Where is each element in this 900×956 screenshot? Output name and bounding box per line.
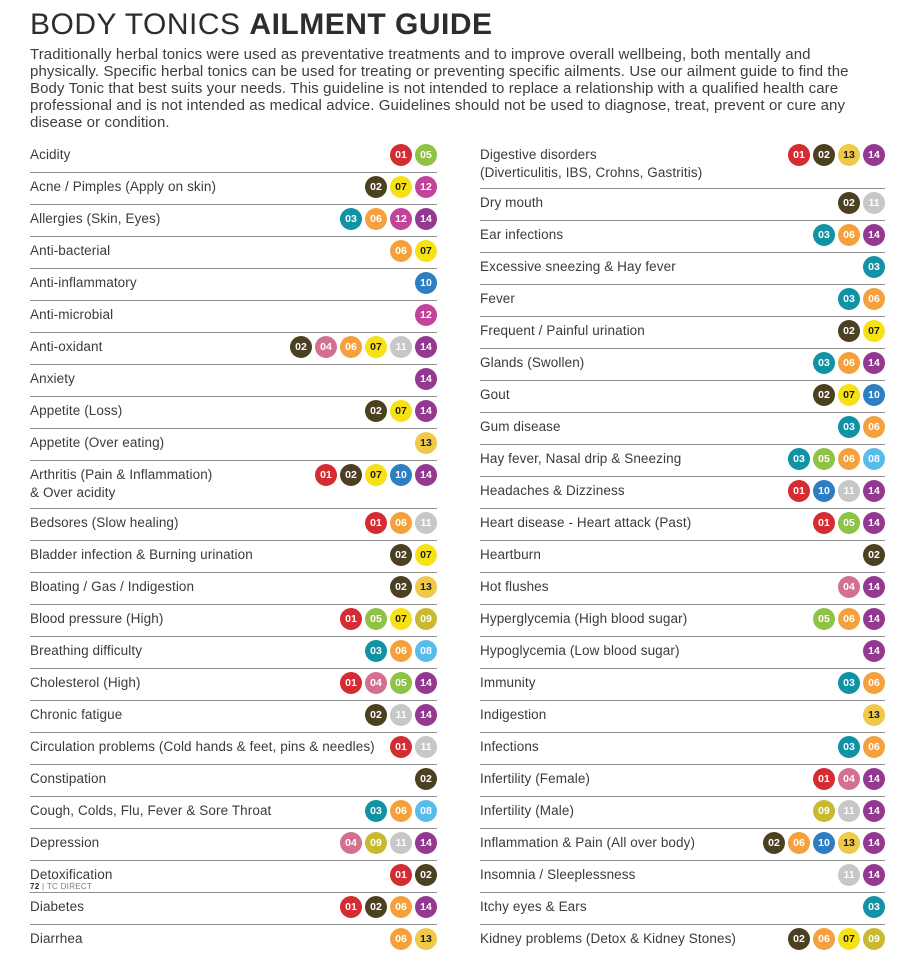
tonic-badges: [390, 544, 437, 566]
ailment-row: [30, 173, 437, 205]
tonic-badge-06: 06: [838, 224, 860, 246]
ailment-label: Hyperglycemia (High blood sugar): [480, 611, 688, 626]
ailment-label: Depression: [30, 835, 100, 850]
tonic-badges: [838, 736, 885, 758]
ailment-row: [480, 221, 885, 253]
tonic-badge-07: 07: [365, 336, 387, 358]
ailment-row: [480, 861, 885, 893]
ailment-row: [480, 253, 885, 285]
ailment-label: Infertility (Female): [480, 771, 591, 786]
ailment-label: Gum disease: [480, 419, 561, 434]
tonic-badges: [365, 176, 437, 198]
tonic-badge-03: 03: [365, 800, 387, 822]
tonic-badge-11: 11: [838, 480, 860, 502]
tonic-badge-13: 13: [415, 928, 437, 950]
tonic-badge-01: 01: [390, 864, 412, 886]
ailment-label: Acne / Pimples (Apply on skin): [30, 179, 217, 194]
tonic-badge-14: 14: [863, 224, 885, 246]
ailment-column-left: [30, 141, 437, 956]
tonic-badge-06: 06: [863, 416, 885, 438]
tonic-badge-03: 03: [365, 640, 387, 662]
tonic-badges: [863, 896, 885, 918]
ailment-row: [480, 349, 885, 381]
tonic-badges: [390, 736, 437, 758]
ailment-row: [480, 285, 885, 317]
tonic-badge-04: 04: [838, 576, 860, 598]
ailment-row: [480, 797, 885, 829]
tonic-badge-06: 06: [838, 352, 860, 374]
tonic-badge-06: 06: [813, 928, 835, 950]
tonic-badge-01: 01: [390, 144, 412, 166]
ailment-label: Itchy eyes & Ears: [480, 899, 587, 914]
tonic-badge-14: 14: [415, 368, 437, 390]
tonic-badge-03: 03: [813, 352, 835, 374]
tonic-badge-11: 11: [838, 864, 860, 886]
tonic-badge-08: 08: [415, 800, 437, 822]
tonic-badges: [415, 432, 437, 454]
ailment-row: [30, 141, 437, 173]
tonic-badge-07: 07: [390, 176, 412, 198]
ailment-row: [30, 605, 437, 637]
tonic-badge-02: 02: [390, 576, 412, 598]
ailment-row: [480, 573, 885, 605]
tonic-badge-01: 01: [390, 736, 412, 758]
ailment-label: Anxiety: [30, 371, 75, 386]
tonic-badges: [838, 320, 885, 342]
tonic-badge-06: 06: [390, 928, 412, 950]
ailment-row: [480, 925, 885, 956]
tonic-badge-10: 10: [813, 832, 835, 854]
tonic-badge-08: 08: [863, 448, 885, 470]
ailment-label: Indigestion: [480, 707, 547, 722]
tonic-badge-02: 02: [365, 176, 387, 198]
tonic-badge-13: 13: [838, 144, 860, 166]
tonic-badge-09: 09: [415, 608, 437, 630]
ailment-label: Infertility (Male): [480, 803, 575, 818]
tonic-badge-13: 13: [415, 576, 437, 598]
tonic-badge-11: 11: [863, 192, 885, 214]
tonic-badge-14: 14: [415, 336, 437, 358]
tonic-badge-14: 14: [415, 896, 437, 918]
tonic-badges: [763, 832, 885, 854]
tonic-badge-06: 06: [863, 288, 885, 310]
tonic-badge-04: 04: [315, 336, 337, 358]
tonic-badge-06: 06: [838, 448, 860, 470]
tonic-badge-02: 02: [838, 320, 860, 342]
ailment-label: Circulation problems (Cold hands & feet, pins & needles): [30, 739, 375, 754]
ailment-row: [480, 733, 885, 765]
tonic-badges: [365, 800, 437, 822]
ailment-label: Headaches & Dizziness: [480, 483, 625, 498]
tonic-badges: [390, 240, 437, 262]
intro-paragraph: Traditionally herbal tonics were used as preventative treatments and to improve overall wellbeing, both mentally and physically. Specific herbal tonics can be used for treating or preventing specific ailments. Use our ailment guide to find the Body Tonic that best suits your needs. This guideline is not intended to replace a relationship with a qualified health care professional and is not intended as medical advice. Guidelines should not be used to diagnose, treat, prevent or cure any disease or condition.: [30, 46, 849, 131]
ailment-label: Diarrhea: [30, 931, 83, 946]
tonic-badge-03: 03: [788, 448, 810, 470]
tonic-badge-02: 02: [365, 896, 387, 918]
tonic-badge-14: 14: [863, 144, 885, 166]
ailment-row: [30, 301, 437, 333]
ailment-row: [480, 413, 885, 445]
ailment-row: [30, 637, 437, 669]
tonic-badge-02: 02: [838, 192, 860, 214]
tonic-badge-10: 10: [390, 464, 412, 486]
tonic-badge-05: 05: [813, 608, 835, 630]
tonic-badges: [365, 640, 437, 662]
ailment-label: Cholesterol (High): [30, 675, 141, 690]
ailment-label: Arthritis (Pain & Inflammation) & Over acidity: [30, 467, 213, 500]
tonic-badge-02: 02: [390, 544, 412, 566]
ailment-label: Frequent / Painful urination: [480, 323, 645, 338]
tonic-badge-08: 08: [415, 640, 437, 662]
ailment-row: [480, 317, 885, 349]
ailment-label: Allergies (Skin, Eyes): [30, 211, 161, 226]
tonic-badges: [813, 768, 885, 790]
ailment-label: Anti-inflammatory: [30, 275, 137, 290]
tonic-badge-03: 03: [838, 736, 860, 758]
tonic-badges: [390, 144, 437, 166]
ailment-label-sub: & Over acidity: [30, 485, 116, 500]
ailment-label: Blood pressure (High): [30, 611, 164, 626]
tonic-badge-13: 13: [863, 704, 885, 726]
tonic-badges: [365, 512, 437, 534]
tonic-badge-13: 13: [838, 832, 860, 854]
tonic-badge-03: 03: [340, 208, 362, 230]
tonic-badge-05: 05: [838, 512, 860, 534]
tonic-badges: [315, 464, 437, 486]
ailment-row: [480, 477, 885, 509]
tonic-badge-12: 12: [390, 208, 412, 230]
tonic-badge-06: 06: [390, 896, 412, 918]
ailment-label: Fever: [480, 291, 516, 306]
tonic-badge-14: 14: [415, 400, 437, 422]
ailment-row: [30, 573, 437, 605]
ailment-label: Hypoglycemia (Low blood sugar): [480, 643, 680, 658]
tonic-badge-03: 03: [838, 672, 860, 694]
tonic-badge-01: 01: [365, 512, 387, 534]
tonic-badge-02: 02: [763, 832, 785, 854]
ailment-label: Appetite (Loss): [30, 403, 123, 418]
tonic-badge-02: 02: [813, 144, 835, 166]
tonic-badges: [390, 928, 437, 950]
page-number: 72: [30, 882, 40, 891]
tonic-badge-03: 03: [863, 256, 885, 278]
tonic-badges: [838, 192, 885, 214]
tonic-badge-03: 03: [813, 224, 835, 246]
tonic-badge-06: 06: [788, 832, 810, 854]
tonic-badges: [863, 704, 885, 726]
tonic-badge-04: 04: [340, 832, 362, 854]
tonic-badge-14: 14: [863, 512, 885, 534]
tonic-badge-14: 14: [415, 672, 437, 694]
tonic-badges: [340, 896, 437, 918]
tonic-badges: [415, 272, 437, 294]
tonic-badge-14: 14: [863, 480, 885, 502]
ailment-label: Insomnia / Sleeplessness: [480, 867, 636, 882]
ailment-label: Digestive disorders (Diverticulitis, IBS, Crohns, Gastritis): [480, 147, 703, 180]
tonic-badge-06: 06: [390, 512, 412, 534]
tonic-badge-07: 07: [365, 464, 387, 486]
tonic-badges: [838, 288, 885, 310]
tonic-badge-14: 14: [863, 768, 885, 790]
ailment-label: Hay fever, Nasal drip & Sneezing: [480, 451, 682, 466]
tonic-badge-14: 14: [415, 208, 437, 230]
tonic-badges: [838, 672, 885, 694]
tonic-badges: [813, 224, 885, 246]
tonic-badges: [788, 144, 885, 166]
tonic-badge-05: 05: [390, 672, 412, 694]
ailment-label: Kidney problems (Detox & Kidney Stones): [480, 931, 737, 946]
tonic-badges: [290, 336, 437, 358]
tonic-badge-07: 07: [415, 544, 437, 566]
ailment-row: [480, 829, 885, 861]
tonic-badges: [365, 400, 437, 422]
ailment-label: Bedsores (Slow healing): [30, 515, 179, 530]
ailment-columns: [30, 141, 885, 956]
tonic-badge-02: 02: [365, 400, 387, 422]
tonic-badges: [415, 768, 437, 790]
ailment-row: [480, 445, 885, 477]
ailment-row: [480, 765, 885, 797]
ailment-row: [480, 541, 885, 573]
page-title: [30, 8, 885, 42]
tonic-badge-09: 09: [863, 928, 885, 950]
tonic-badge-01: 01: [788, 144, 810, 166]
tonic-badge-11: 11: [390, 704, 412, 726]
tonic-badge-01: 01: [315, 464, 337, 486]
tonic-badge-07: 07: [390, 400, 412, 422]
ailment-label: Glands (Swollen): [480, 355, 585, 370]
tonic-badge-04: 04: [365, 672, 387, 694]
tonic-badge-05: 05: [813, 448, 835, 470]
tonic-badge-02: 02: [290, 336, 312, 358]
ailment-label: Diabetes: [30, 899, 85, 914]
ailment-label: Detoxification: [30, 867, 113, 882]
tonic-badge-01: 01: [340, 608, 362, 630]
ailment-label: Immunity: [480, 675, 536, 690]
tonic-badge-11: 11: [415, 512, 437, 534]
footer-divider: |: [42, 882, 45, 891]
ailment-label: Anti-microbial: [30, 307, 114, 322]
tonic-badges: [863, 256, 885, 278]
ailment-label: Dry mouth: [480, 195, 544, 210]
tonic-badge-06: 06: [390, 240, 412, 262]
tonic-badge-14: 14: [415, 704, 437, 726]
ailment-row: [480, 141, 885, 189]
ailment-row: [480, 381, 885, 413]
tonic-badge-01: 01: [813, 768, 835, 790]
ailment-row: [480, 893, 885, 925]
tonic-badge-03: 03: [838, 288, 860, 310]
tonic-badge-10: 10: [863, 384, 885, 406]
ailment-label: Acidity: [30, 147, 71, 162]
tonic-badge-01: 01: [813, 512, 835, 534]
ailment-row: [30, 733, 437, 765]
ailment-row: [480, 669, 885, 701]
tonic-badges: [838, 864, 885, 886]
tonic-badge-01: 01: [340, 672, 362, 694]
tonic-badge-06: 06: [390, 800, 412, 822]
footer-label: TC DIRECT: [46, 882, 93, 891]
tonic-badge-09: 09: [813, 800, 835, 822]
ailment-label-sub: (Diverticulitis, IBS, Crohns, Gastritis): [480, 165, 703, 180]
ailment-row: [480, 509, 885, 541]
tonic-badge-07: 07: [415, 240, 437, 262]
tonic-badge-11: 11: [390, 336, 412, 358]
tonic-badge-07: 07: [838, 928, 860, 950]
tonic-badge-14: 14: [863, 608, 885, 630]
tonic-badge-02: 02: [340, 464, 362, 486]
tonic-badge-13: 13: [415, 432, 437, 454]
ailment-row: [30, 797, 437, 829]
ailment-label: Anti-bacterial: [30, 243, 111, 258]
ailment-row: [30, 925, 437, 956]
ailment-label: Inflammation & Pain (All over body): [480, 835, 696, 850]
ailment-label: Bladder infection & Burning urination: [30, 547, 253, 562]
tonic-badge-14: 14: [415, 832, 437, 854]
ailment-label: Cough, Colds, Flu, Fever & Sore Throat: [30, 803, 272, 818]
page-title-light: BODY TONICS: [30, 8, 250, 41]
ailment-row: [480, 701, 885, 733]
ailment-label: Infections: [480, 739, 539, 754]
tonic-badge-05: 05: [415, 144, 437, 166]
tonic-badge-01: 01: [340, 896, 362, 918]
tonic-badge-03: 03: [863, 896, 885, 918]
tonic-badges: [813, 512, 885, 534]
tonic-badge-03: 03: [838, 416, 860, 438]
ailment-row: [30, 365, 437, 397]
page-footer: [30, 882, 92, 891]
tonic-badge-10: 10: [813, 480, 835, 502]
ailment-label: Appetite (Over eating): [30, 435, 165, 450]
tonic-badge-02: 02: [415, 864, 437, 886]
ailment-row: [30, 829, 437, 861]
tonic-badge-14: 14: [863, 864, 885, 886]
tonic-badges: [863, 640, 885, 662]
tonic-badge-11: 11: [390, 832, 412, 854]
ailment-row: [30, 333, 437, 365]
tonic-badges: [813, 384, 885, 406]
tonic-badge-06: 06: [365, 208, 387, 230]
ailment-row: [480, 605, 885, 637]
tonic-badge-02: 02: [365, 704, 387, 726]
ailment-label: Chronic fatigue: [30, 707, 123, 722]
tonic-badges: [390, 864, 437, 886]
tonic-badge-07: 07: [390, 608, 412, 630]
tonic-badges: [415, 368, 437, 390]
tonic-badge-12: 12: [415, 304, 437, 326]
ailment-row: [480, 189, 885, 221]
tonic-badge-14: 14: [415, 464, 437, 486]
ailment-label: Breathing difficulty: [30, 643, 143, 658]
ailment-label: Heart disease - Heart attack (Past): [480, 515, 692, 530]
tonic-badge-02: 02: [415, 768, 437, 790]
ailment-row: [30, 509, 437, 541]
tonic-badges: [813, 800, 885, 822]
ailment-row: [30, 461, 437, 509]
tonic-badge-02: 02: [788, 928, 810, 950]
tonic-badge-04: 04: [838, 768, 860, 790]
tonic-badges: [788, 448, 885, 470]
ailment-row: [30, 541, 437, 573]
tonic-badge-14: 14: [863, 576, 885, 598]
tonic-badge-06: 06: [340, 336, 362, 358]
ailment-row: [30, 237, 437, 269]
tonic-badges: [863, 544, 885, 566]
tonic-badge-14: 14: [863, 352, 885, 374]
ailment-label: Heartburn: [480, 547, 541, 562]
tonic-badge-06: 06: [863, 672, 885, 694]
ailment-row: [30, 397, 437, 429]
ailment-row: [30, 429, 437, 461]
tonic-badge-10: 10: [415, 272, 437, 294]
tonic-badge-14: 14: [863, 832, 885, 854]
tonic-badge-06: 06: [390, 640, 412, 662]
ailment-label: Hot flushes: [480, 579, 549, 594]
tonic-badge-14: 14: [863, 800, 885, 822]
tonic-badges: [415, 304, 437, 326]
tonic-badges: [838, 576, 885, 598]
ailment-row: [30, 669, 437, 701]
tonic-badge-09: 09: [365, 832, 387, 854]
tonic-badge-14: 14: [863, 640, 885, 662]
tonic-badges: [788, 480, 885, 502]
tonic-badges: [340, 608, 437, 630]
tonic-badges: [390, 576, 437, 598]
ailment-label: Gout: [480, 387, 510, 402]
ailment-label: Anti-oxidant: [30, 339, 103, 354]
tonic-badges: [340, 832, 437, 854]
tonic-badge-05: 05: [365, 608, 387, 630]
tonic-badges: [788, 928, 885, 950]
tonic-badges: [813, 352, 885, 374]
tonic-badge-07: 07: [838, 384, 860, 406]
ailment-label: Ear infections: [480, 227, 564, 242]
tonic-badge-07: 07: [863, 320, 885, 342]
ailment-row: [30, 765, 437, 797]
ailment-row: [30, 205, 437, 237]
tonic-badges: [813, 608, 885, 630]
tonic-badge-12: 12: [415, 176, 437, 198]
tonic-badge-01: 01: [788, 480, 810, 502]
ailment-row: [30, 893, 437, 925]
tonic-badge-06: 06: [863, 736, 885, 758]
ailment-row: [480, 637, 885, 669]
ailment-label: Excessive sneezing & Hay fever: [480, 259, 676, 274]
tonic-badge-11: 11: [838, 800, 860, 822]
tonic-badge-02: 02: [813, 384, 835, 406]
tonic-badges: [340, 208, 437, 230]
tonic-badge-02: 02: [863, 544, 885, 566]
ailment-column-right: [480, 141, 885, 956]
tonic-badges: [340, 672, 437, 694]
ailment-label: Bloating / Gas / Indigestion: [30, 579, 195, 594]
tonic-badges: [365, 704, 437, 726]
ailment-label: Constipation: [30, 771, 107, 786]
page-title-bold: AILMENT GUIDE: [249, 8, 493, 41]
tonic-badge-11: 11: [415, 736, 437, 758]
tonic-badges: [838, 416, 885, 438]
tonic-badge-06: 06: [838, 608, 860, 630]
ailment-row: [30, 269, 437, 301]
ailment-row: [30, 701, 437, 733]
